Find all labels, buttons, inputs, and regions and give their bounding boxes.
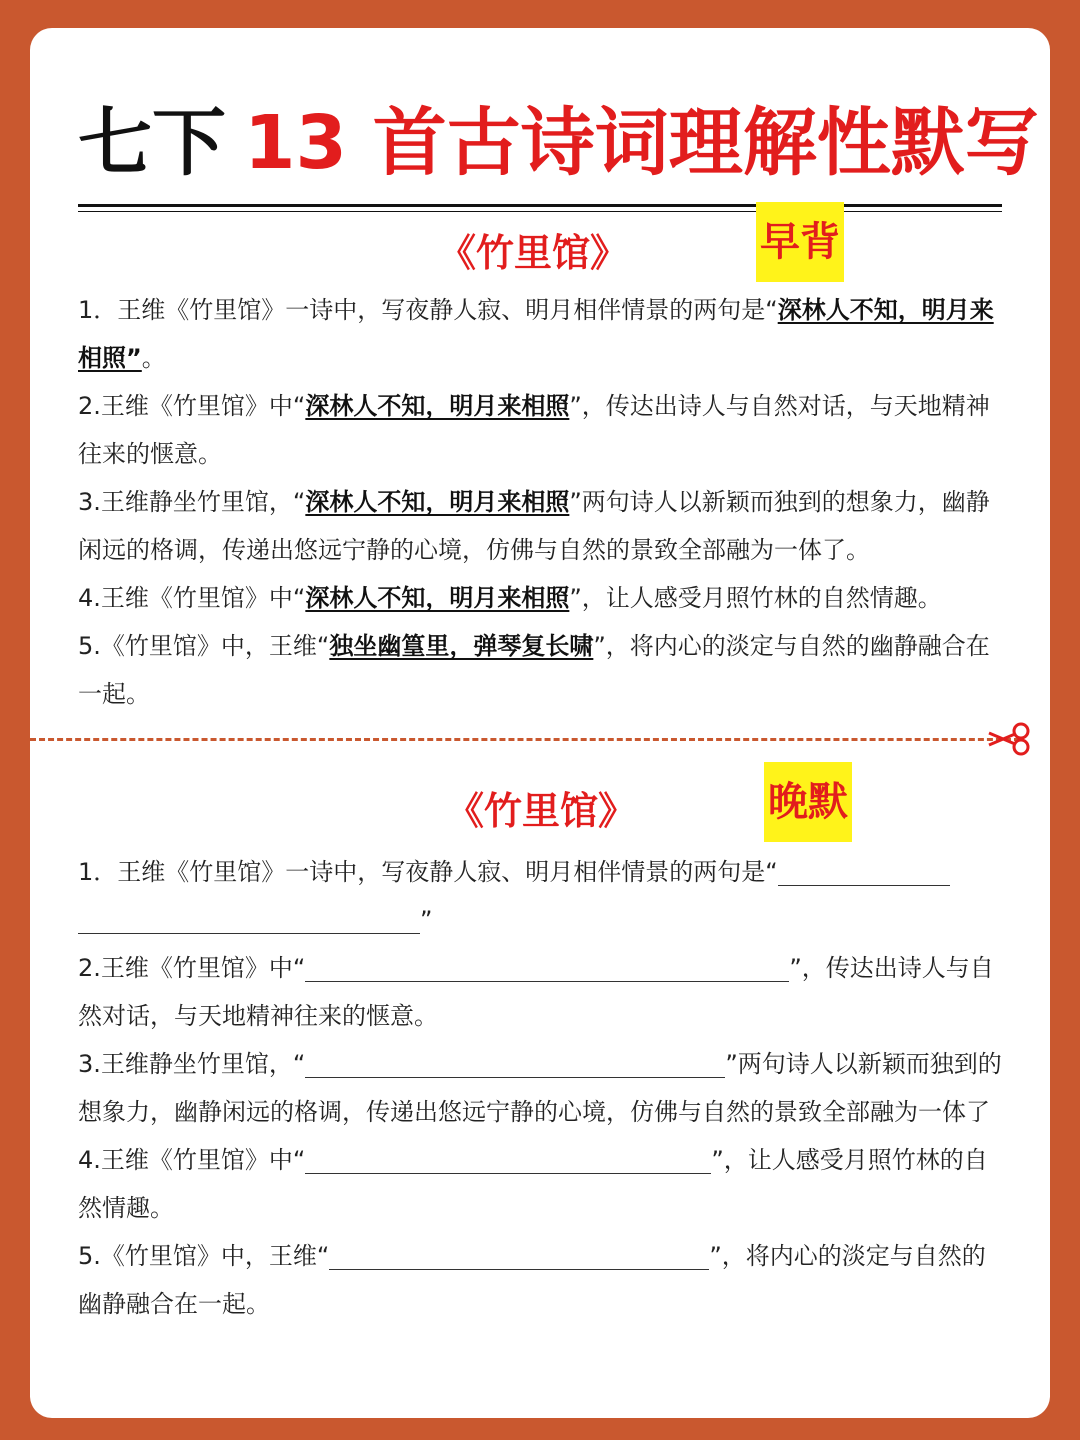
morning-item-2: 2.王维《竹里馆》中“深林人不知，明月来相照”，传达出诗人与自然对话，与天地精神往来的惬意。 — [78, 392, 990, 468]
worksheet-card — [30, 28, 1050, 1418]
answer-blank[interactable] — [305, 951, 789, 982]
answer-blank[interactable] — [305, 1143, 711, 1174]
evening-tag: 晚默 — [764, 762, 852, 842]
evening-item-5: 5.《竹里馆》中，王维“ ”，将内心的淡定与自然的幽静融合在一起。 — [78, 1232, 1008, 1328]
morning-items — [78, 286, 1008, 718]
evening-items — [78, 848, 1008, 1328]
morning-tag: 早背 — [756, 202, 844, 282]
title-underline — [78, 204, 1002, 207]
evening-item-2: 2.王维《竹里馆》中“ ”，传达出诗人与自然对话，与天地精神往来的惬意。 — [78, 944, 1008, 1040]
section-divider — [30, 738, 1020, 741]
evening-item-4: 4.王维《竹里馆》中“ ”，让人感受月照竹林的自然情趣。 — [78, 1136, 1008, 1232]
morning-poem-title: 《竹里馆》 — [438, 231, 629, 275]
page-title — [78, 88, 1039, 198]
evening-item-3: 3.王维静坐竹里馆，“ ”两句诗人以新颖而独到的想象力，幽静闲远的格调，传递出悠远宁静的心境，仿佛与自然的景致全部融为一体了 — [78, 1040, 1008, 1136]
title-main: 13 首古诗词理解性默写 — [244, 100, 1039, 186]
evening-item-1: 1．王维《竹里馆》一诗中，写夜静人寂、明月相伴情景的两句是“ ” — [78, 848, 1008, 944]
evening-poem-title: 《竹里馆》 — [446, 789, 637, 833]
title-underline-thin — [78, 211, 1002, 212]
morning-item-1: 1．王维《竹里馆》一诗中，写夜静人寂、明月相伴情景的两句是“深林人不知，明月来相照”。 — [78, 296, 994, 372]
answer-blank[interactable] — [305, 1047, 725, 1078]
answer-blank[interactable] — [78, 903, 420, 934]
morning-item-3: 3.王维静坐竹里馆，“深林人不知，明月来相照”两句诗人以新颖而独到的想象力，幽静闲远的格调，传递出悠远宁静的心境，仿佛与自然的景致全部融为一体了。 — [78, 488, 990, 564]
answer-blank[interactable] — [329, 1239, 709, 1270]
answer-blank[interactable] — [778, 855, 950, 886]
title-grade: 七下 — [78, 100, 226, 186]
morning-item-4: 4.王维《竹里馆》中“深林人不知，明月来相照”，让人感受月照竹林的自然情趣。 — [78, 584, 942, 612]
morning-item-5: 5.《竹里馆》中，王维“独坐幽篁里，弹琴复长啸”，将内心的淡定与自然的幽静融合在一起。 — [78, 632, 990, 708]
scissors-icon — [985, 722, 1035, 756]
